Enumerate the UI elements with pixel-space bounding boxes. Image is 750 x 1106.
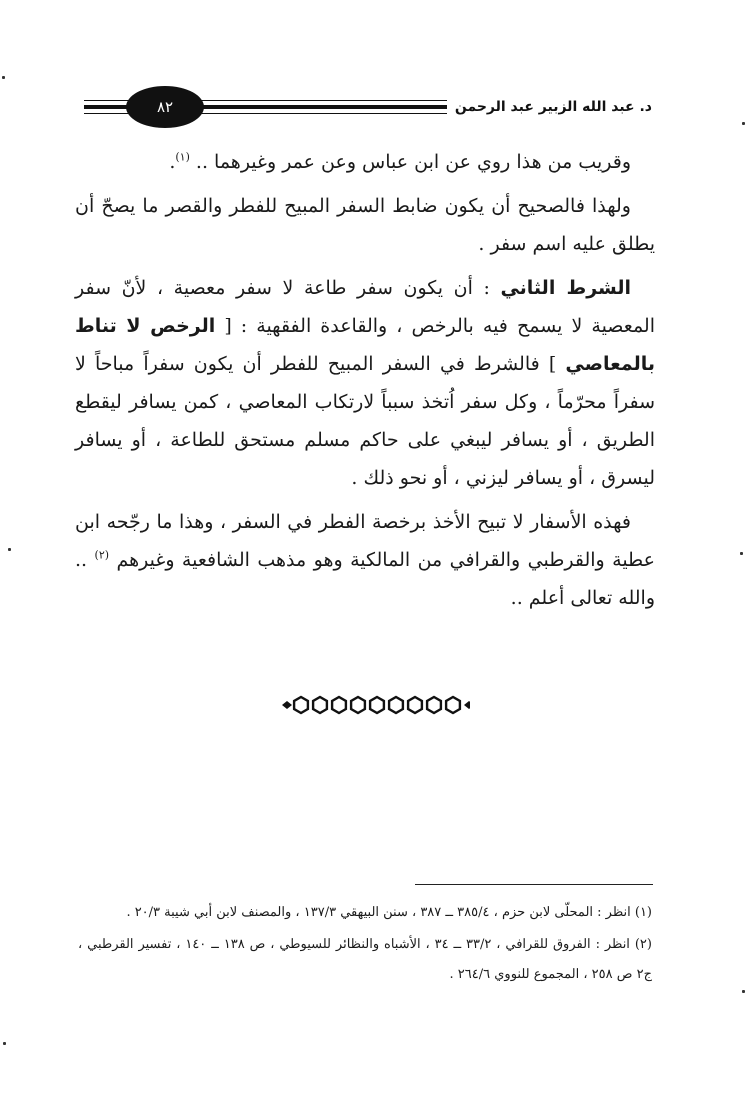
scan-speck xyxy=(740,552,743,555)
footnote: (١) انظر : المحلّى لابن حزم ، ٣٨٥/٤ ــ ٣٨٧ ، سنن البيهقي ١٣٧/٣ ، والمصنف لابن أبي شيبة ٢٠/٣ . xyxy=(126,905,652,920)
footnote-ref: (٢) xyxy=(94,548,110,562)
page-header xyxy=(84,86,652,128)
scan-speck xyxy=(8,548,11,551)
text-run: فهذه الأسفار لا تبيح الأخذ برخصة الفطر في السفر ، وهذا ما رجّحه ابن عطية والقرطبي والقرافي من المالكية وهو مذهب الشافعية وغيرهم xyxy=(75,511,655,571)
bold-term: الشرط الثاني xyxy=(500,277,632,299)
main-text xyxy=(75,143,655,623)
text-run: .. والله تعالى أعلم .. xyxy=(75,549,655,609)
text-run: ] فالشرط في السفر المبيح للفطر أن يكون سفراً مباحاً لا سفراً محرّماً ، وكل سفر اُتخذ سبباً لارتكاب المعاصي ، كمن يسافر ليقطع الطريق ، أو يسافر ليبغي على حاكم مسلم مستحق للطاعة ، أو يسافر ليسرق ، أو يسافر ليزني ، أو نحو ذلك . xyxy=(75,353,655,489)
paragraph xyxy=(75,503,655,617)
scan-speck xyxy=(742,990,745,993)
text-run: : أن يكون سفر طاعة لا سفر معصية ، لأنّ سفر المعصية لا يسمح فيه بالرخص ، والقاعدة الفقهية : [ xyxy=(75,277,656,337)
page-number-badge: ٨٢ xyxy=(126,86,204,128)
ornament-link xyxy=(370,697,384,713)
bold-term: الرخص لا تناط بالمعاصي xyxy=(75,315,655,375)
scan-speck xyxy=(3,1042,6,1045)
scan-speck xyxy=(742,122,745,125)
ornament-link xyxy=(332,697,346,713)
ornament-link xyxy=(389,697,403,713)
paragraph xyxy=(75,187,655,263)
footnote: (٢) انظر : الفروق للقرافي ، ٣٣/٢ ــ ٣٤ ، الأشباه والنظائر للسيوطي ، ص ١٣٨ ــ ١٤٠ ، تفسير القرطبي ، ج٢ ص ٢٥٨ ، المجموع للنووي ٢٦٤/٦ . xyxy=(78,937,652,982)
ornament-link xyxy=(446,697,460,713)
paragraph xyxy=(75,269,655,497)
footnotes xyxy=(78,898,652,992)
header-author: د. عبد الله الزبير عبد الرحمن xyxy=(447,94,652,120)
text-run: ولهذا فالصحيح أن يكون ضابط السفر المبيح للفطر والقصر ما يصحّ أن يطلق عليه اسم سفر . xyxy=(75,195,655,255)
star-chain-ornament-icon xyxy=(280,692,470,718)
ornament-link xyxy=(351,697,365,713)
ornament-link xyxy=(294,697,308,713)
ornament-link xyxy=(313,697,327,713)
text-run: وقريب من هذا روي عن ابن عباس وعن عمر وغيرهما .. xyxy=(189,151,631,173)
text-run: . xyxy=(169,151,176,173)
ornament-diamond xyxy=(282,701,292,709)
footnote-separator xyxy=(415,884,653,885)
footnote-ref: (١) xyxy=(175,150,190,164)
scan-speck xyxy=(2,76,5,79)
ornament-link xyxy=(408,697,422,713)
ornament-diamond xyxy=(464,701,470,709)
paragraph xyxy=(75,143,655,181)
ornament-link xyxy=(427,697,441,713)
